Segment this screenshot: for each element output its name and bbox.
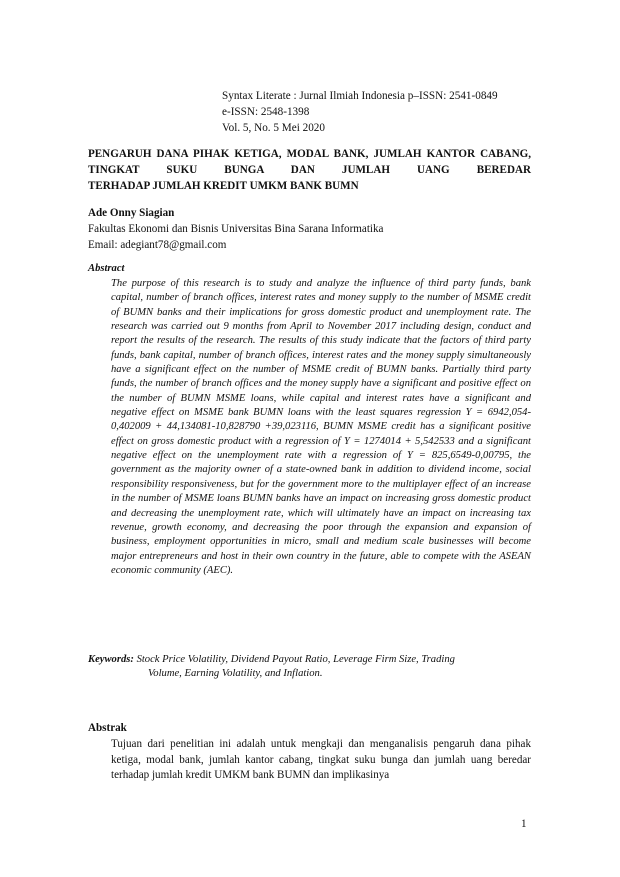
- journal-header: [222, 88, 562, 136]
- abstrak-heading: Abstrak: [88, 722, 127, 734]
- author-name: Ade Onny Siagian: [88, 207, 175, 219]
- abstract-heading: Abstract: [88, 263, 125, 274]
- paper-title: [88, 146, 531, 194]
- journal-eissn: e-ISSN: 2548-1398: [222, 106, 310, 118]
- keywords-line-1: Stock Price Volatility, Dividend Payout Ratio, Leverage Firm Size, Trading: [136, 654, 455, 665]
- page-number: 1: [521, 818, 527, 830]
- journal-volume: Vol. 5, No. 5 Mei 2020: [222, 122, 325, 134]
- author-email: Email: adegiant78@gmail.com: [88, 239, 227, 251]
- title-line-3: TERHADAP JUMLAH KREDIT UMKM BANK BUMN: [88, 180, 359, 192]
- abstract-body: The purpose of this research is to study and analyze the influence of third party funds, bank capital, number of branch offices, interest rates and money supply to the number of MSME credit of BUMN banks and their implications for gross domestic product and unemployment rate. The research was carried out 9 months from April to November 2017 including design, conduct and report the results of the research. The results of this study indicate that the factors of third party funds, bank capital, number of branch offices, interest rates and the money supply simultaneously have a significant effect on the number of MSME credit of BUMN banks. Partially third party funds, the number of branch offices and the money supply have a significant and positive effect on the number of BUMN MSME loans, while capital and interest rates have a significant and negative effect on MSME bank BUMN loans with the least squares regression Y = 6942,054-0,402009 + 44,134081-10,828790 +39,023116, BUMN MSME credit has a significant positive effect on gross domestic product with a regression of Y = 1274014 + 5,542533 and a significant negative effect on the unemployment rate with a regression of Y = 825,6549-0,00795, the government as the majority owner of a state-owned bank in addition to dividend income, social responsibility responsiveness, but for the government more to the multiplayer effect of an increase in the number of MSME loans BUMN banks have an impact on increasing gross domestic product and decreasing the unemployment rate, which will ultimately have an impact on increasing tax revenue, growth economy, and decreasing the poor through the expansion and expansion of business, employment opportunities in micro, small and medium scale businesses will become major entrepreneurs and host in their own country in the future, able to compete with the ASEAN economic community (AEC).: [111, 278, 531, 576]
- abstrak-body: Tujuan dari penelitian ini adalah untuk mengkaji dan menganalisis pengaruh dana pihak ketiga, modal bank, jumlah kantor cabang, tingkat suku bunga dan jumlah uang beredar terhadap jumlah kredit UMKM bank BUMN dan implikasinya: [111, 738, 531, 781]
- author-affiliation: Fakultas Ekonomi dan Bisnis Universitas Bina Sarana Informatika: [88, 223, 384, 235]
- title-line-1: PENGARUH DANA PIHAK KETIGA, MODAL BANK, JUMLAH KANTOR: [88, 148, 476, 160]
- keywords-label: Keywords:: [88, 654, 134, 665]
- journal-name: Syntax Literate : Jurnal Ilmiah Indonesia p–ISSN: 2541-0849: [222, 90, 498, 102]
- author-block: [88, 205, 531, 253]
- keywords-line-2: Volume, Earning Volatility, and Inflation.: [148, 668, 323, 680]
- title-line-2: CABANG, TINGKAT SUKU BUNGA DAN JUMLAH UANG BEREDAR: [88, 148, 531, 176]
- keywords-block: [88, 653, 531, 682]
